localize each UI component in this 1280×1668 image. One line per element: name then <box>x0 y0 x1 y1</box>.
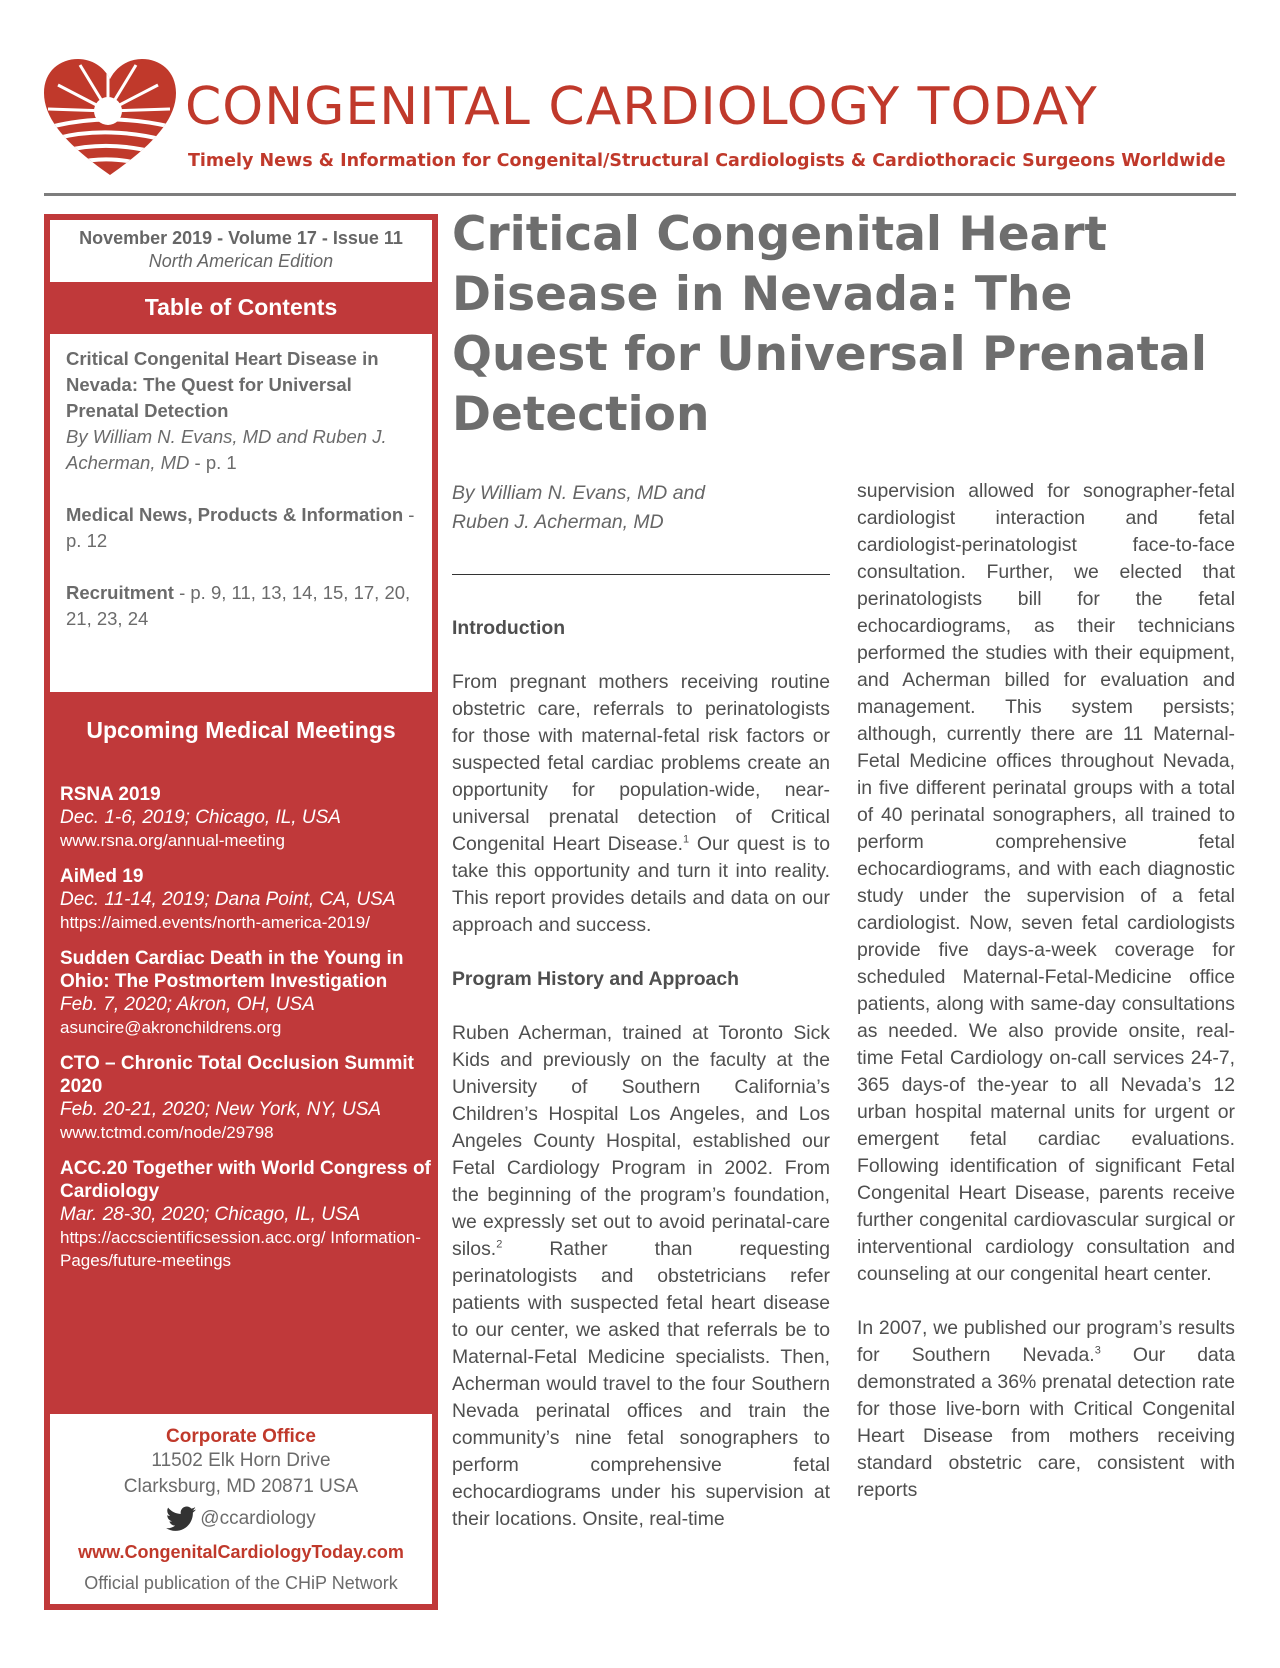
publication-note: Official publication of the CHiP Network <box>84 1573 398 1593</box>
toc-item-title: Critical Congenital Heart Disease in Nevada: The Quest for Universal Prenatal Detection <box>66 348 379 421</box>
sidebar <box>44 214 438 1610</box>
toc-item[interactable] <box>66 502 422 554</box>
meetings-heading: Upcoming Medical Meetings <box>86 717 396 743</box>
toc-item[interactable] <box>66 346 422 476</box>
article-headline: Critical Congenital Heart Disease in Nevada: The Quest for Universal Prenatal Detection <box>452 207 1207 442</box>
reference-2[interactable]: 2 <box>496 1238 503 1251</box>
meeting-date: Feb. 7, 2020; Akron, OH, USA <box>60 994 315 1015</box>
toc-item-title: Medical News, Products & Information <box>66 504 404 525</box>
meeting-date: Feb. 20-21, 2020; New York, NY, USA <box>60 1099 382 1120</box>
intro-text: From pregnant mothers receiving routine obstetric care, referrals to perinatologists for those with maternal-fetal risk factors or suspected fetal cardiac problems create an opportunity for population-wide, near-universal prenatal detection of Critical Congenital Heart Disease. <box>452 671 830 855</box>
program-paragraph <box>452 1020 830 1533</box>
intro-text-continued: Our quest is to take this opportunity and turn it into reality. This report provides details and data on our approach and success. <box>452 833 830 936</box>
meeting-item <box>60 783 432 852</box>
meeting-item <box>60 865 432 934</box>
meeting-date: Mar. 28-30, 2020; Chicago, IL, USA <box>60 1204 361 1225</box>
masthead <box>40 55 1240 185</box>
meeting-link[interactable]: www.tctmd.com/node/29798 <box>60 1123 274 1142</box>
twitter-handle: @ccardiology <box>200 1508 316 1529</box>
reference-3[interactable]: 3 <box>1094 1344 1101 1357</box>
corporate-title: Corporate Office <box>166 1426 316 1447</box>
section-heading-introduction: Introduction <box>452 617 566 639</box>
meeting-name: ACC.20 Together with World Congress of Cardiology <box>60 1158 431 1202</box>
toc-item-page: - p. 1 <box>189 452 237 473</box>
results-text-continued: Our data demonstrated a 36% prenatal detection rate for those live-born with Critical Congenital Heart Disease from mothers receiving standard obstetric care, consistent with reports <box>857 1344 1236 1501</box>
toc-item-authors: By William N. Evans, MD and Ruben J. Acherman, MD <box>66 426 387 473</box>
toc-heading: Table of Contents <box>144 294 338 320</box>
issue-info: November 2019 - Volume 17 - Issue 11 <box>79 228 403 248</box>
masthead-divider <box>44 193 1236 196</box>
masthead-title: CONGENITAL CARDIOLOGY TODAY <box>185 77 1098 137</box>
corporate-address-line1: 11502 Elk Horn Drive <box>151 1450 331 1471</box>
meeting-name: RSNA 2019 <box>60 784 161 805</box>
issue-box <box>50 220 432 282</box>
toc-item-title: Recruitment <box>66 582 174 603</box>
meeting-name: Sudden Cardiac Death in the Young in Ohio: The Postmortem Investigation <box>60 948 404 992</box>
corporate-address-line2: Clarksburg, MD 20871 USA <box>123 1476 359 1497</box>
corporate-office-box <box>50 1414 432 1604</box>
results-text: In 2007, we published our program’s results for Southern Nevada. <box>857 1317 1235 1366</box>
meeting-item <box>60 1052 432 1144</box>
meeting-name: AiMed 19 <box>60 866 144 887</box>
website-link[interactable]: www.CongenitalCardiologyToday.com <box>78 1542 404 1562</box>
program-text-continued: Rather than requesting perinatologists and obstetricians refer patients with suspected fetal heart disease to our center, we asked that referrals be to Maternal-Fetal Medicine specialists. Then, Acherman would travel to the four Southern Nevada perinatal offices and train the community’s nine fetal sonographers to perform comprehensive fetal echocardiograms under his supervision at their locations. Onsite, real-time <box>452 1238 830 1530</box>
toc-item-page: - p. 12 <box>66 504 415 551</box>
section-heading-program: Program History and Approach <box>452 968 739 990</box>
toc-item-page: - p. 9, 11, 13, 14, 15, 17, 20, 21, 23, 24 <box>66 582 411 629</box>
article-column-1 <box>452 478 830 1560</box>
twitter-bird-icon <box>166 1506 196 1532</box>
twitter-handle-row[interactable] <box>50 1506 432 1532</box>
table-of-contents <box>50 334 432 692</box>
meeting-item <box>60 1157 432 1272</box>
meeting-date: Dec. 1-6, 2019; Chicago, IL, USA <box>60 807 341 828</box>
masthead-tagline: Timely News & Information for Congenital/Structural Cardiologists & Cardiothoracic Surgeons Worldwide <box>188 151 1226 171</box>
meeting-link[interactable]: asuncire@akronchildrens.org <box>60 1018 282 1037</box>
byline-line2: Ruben J. Acherman, MD <box>452 511 664 533</box>
meeting-link[interactable]: www.rsna.org/annual-meeting <box>60 831 285 850</box>
column2-paragraph-1: supervision allowed for sonographer-fetal cardiologist interaction and fetal cardiologist-perinatologist face-to-face consultation. Further, we elected that perinatologists bill for the fetal echocardiograms, as their technicians performed the studies with their equipment, and Acherman billed for evaluation and management. This system persists; although, currently there are 11 Maternal-Fetal Medicine offices throughout Nevada, in five different perinatal groups with a total of 40 perinatal sonographers, all trained to perform comprehensive fetal echocardiograms, and with each diagnostic study under the supervision of a fetal cardiologist. Now, seven fetal cardiologists provide five days-a-week coverage for scheduled Maternal-Fetal-Medicine office patients, along with same-day consultations as needed. We also provide onsite, real-time Fetal Cardiology on-call services 24-7, 365 days-of the-year to all Nevada’s 12 urban hospital maternal units for urgent or emergent fetal cardiac evaluations. Following identification of significant Fetal Congenital Heart Disease, parents receive further congenital cardiovascular surgical or interventional cardiology consultation and counseling at our congenital heart center. <box>857 480 1235 1285</box>
heart-logo-icon <box>40 55 180 180</box>
edition-info: North American Edition <box>148 251 334 271</box>
column2-paragraph-2 <box>857 1315 1235 1504</box>
article-column-2 <box>857 478 1235 1531</box>
meeting-name: CTO – Chronic Total Occlusion Summit 2020 <box>60 1053 415 1097</box>
reference-1[interactable]: 1 <box>683 833 690 846</box>
meeting-date: Dec. 11-14, 2019; Dana Point, CA, USA <box>60 889 396 910</box>
meeting-item <box>60 947 432 1039</box>
intro-paragraph <box>452 669 830 939</box>
meetings-list <box>60 783 432 1285</box>
byline-line1: By William N. Evans, MD and <box>452 482 706 504</box>
meeting-link[interactable]: https://accscientificsession.acc.org/ Information-Pages/future-meetings <box>60 1228 421 1270</box>
program-text: Ruben Acherman, trained at Toronto Sick Kids and previously on the faculty at the University of Southern California’s Children’s Hospital Los Angeles, and Los Angeles County Hospital, established our Fetal Cardiology Program in 2002. From the beginning of the program’s foundation, we expressly set out to avoid perinatal-care silos. <box>452 1022 830 1260</box>
toc-item[interactable] <box>66 580 422 632</box>
meeting-link[interactable]: https://aimed.events/north-america-2019/ <box>60 913 370 932</box>
byline-divider <box>452 574 830 575</box>
